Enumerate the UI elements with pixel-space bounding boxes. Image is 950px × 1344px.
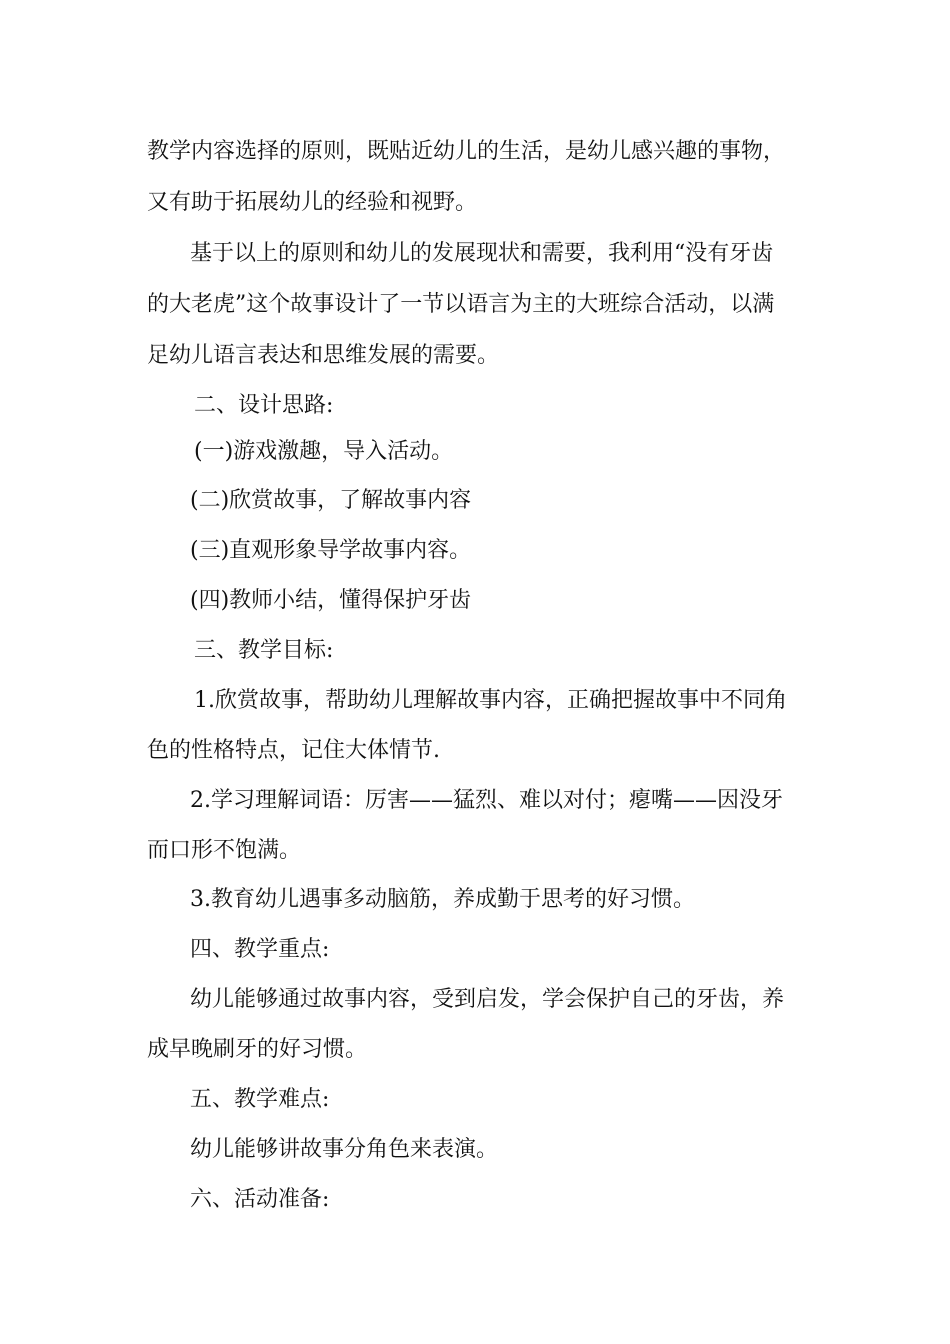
paragraph-line: 幼儿能够通过故事内容，受到启发，学会保护自己的牙齿，养 [190,987,785,1012]
section-heading: 六、活动准备: [190,1187,330,1212]
list-item: (四)教师小结，懂得保护牙齿 [190,588,472,613]
section-heading: 四、教学重点: [190,937,330,962]
goal-line: 色的性格特点，记住大体情节. [147,738,440,763]
goal-line: 2.学习理解词语：厉害——猛烈、难以对付；瘪嘴——因没牙 [190,788,783,813]
list-item: (三)直观形象导学故事内容。 [190,538,472,563]
list-item: (二)欣赏故事，了解故事内容 [190,488,472,513]
paragraph-line: 基于以上的原则和幼儿的发展现状和需要，我利用“没有牙齿 [190,241,774,266]
paragraph-line: 的大老虎”这个故事设计了一节以语言为主的大班综合活动，以满 [147,292,775,317]
goal-line: 1.欣赏故事，帮助幼儿理解故事内容，正确把握故事中不同角 [194,688,787,713]
paragraph-line: 成早晚刷牙的好习惯。 [147,1037,368,1062]
paragraph-line: 幼儿能够讲故事分角色来表演。 [190,1137,499,1162]
section-heading: 二、设计思路: [194,393,334,418]
paragraph-line: 足幼儿语言表达和思维发展的需要。 [147,343,500,368]
section-heading: 五、教学难点: [190,1087,330,1112]
goal-line: 而口形不饱满。 [147,838,302,863]
section-heading: 三、教学目标: [194,638,334,663]
paragraph-line: 又有助于拓展幼儿的经验和视野。 [147,190,478,215]
paragraph-line: 教学内容选择的原则，既贴近幼儿的生活，是幼儿感兴趣的事物， [147,139,786,164]
list-item: (一)游戏激趣，导入活动。 [194,439,454,464]
goal-line: 3.教育幼儿遇事多动脑筋，养成勤于思考的好习惯。 [190,887,695,912]
